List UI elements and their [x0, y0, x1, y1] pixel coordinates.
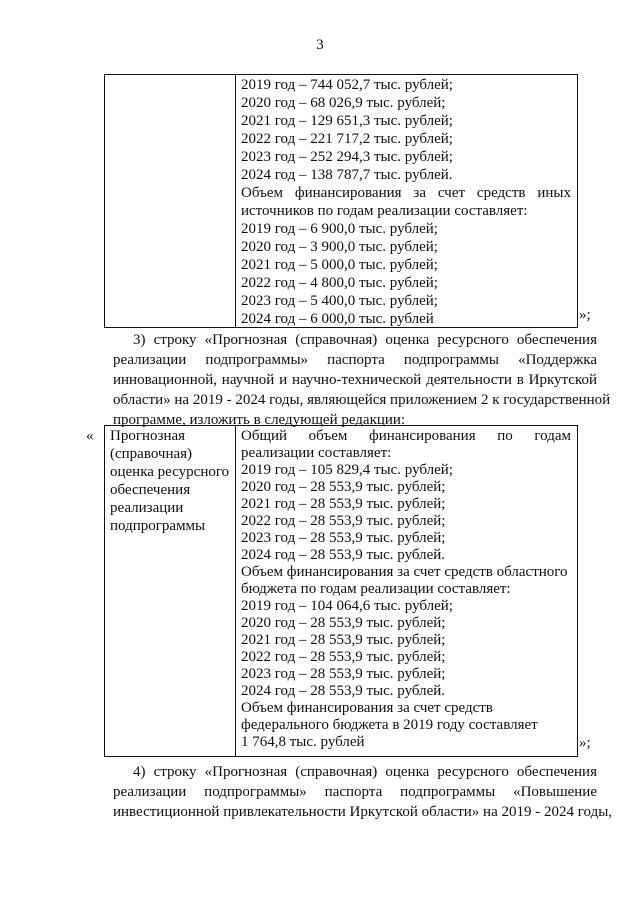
table-line: Объем финансирования за счет средств: [241, 700, 493, 716]
table-line: 2020 год – 28 553,9 тыс. рублей;: [241, 479, 446, 495]
table-line: 2023 год – 5 400,0 тыс. рублей;: [241, 293, 438, 309]
paragraph-line: реализации подпрограммы» паспорта подпрограммы «Поддержка: [113, 352, 597, 368]
paragraph-line: 3) строку «Прогнозная (справочная) оценка ресурсного обеспечения: [133, 332, 597, 348]
table-line: 2022 год – 28 553,9 тыс. рублей;: [241, 649, 446, 665]
page-number: 3: [316, 37, 324, 53]
table-line: 2024 год – 28 553,9 тыс. рублей.: [241, 547, 446, 563]
table-line: 2023 год – 28 553,9 тыс. рублей;: [241, 530, 446, 546]
row-label-line: Прогнозная: [110, 428, 186, 444]
paragraph-line: инвестиционной привлекательности Иркутской области» на 2019 - 2024 годы,: [113, 804, 613, 820]
table-line: Объем финансирования за счет средств областного: [241, 564, 568, 580]
row-label-line: оценка ресурсного: [110, 464, 230, 480]
table-line: Общий объем финансирования по годам: [241, 428, 571, 444]
row-label-line: обеспечения: [110, 482, 191, 498]
table-line: 2024 год – 138 787,7 тыс. рублей.: [241, 167, 453, 183]
table-line: 1 764,8 тыс. рублей: [241, 734, 365, 750]
paragraph-line: 4) строку «Прогнозная (справочная) оценка ресурсного обеспечения: [133, 764, 597, 780]
table-line: 2019 год – 105 829,4 тыс. рублей;: [241, 462, 453, 478]
paragraph-line: реализации подпрограммы» паспорта подпрограммы «Повышение: [113, 784, 597, 800]
table-line: 2019 год – 6 900,0 тыс. рублей;: [241, 221, 438, 237]
table-line: 2019 год – 744 052,7 тыс. рублей;: [241, 77, 453, 93]
row-label-line: подпрограммы: [110, 518, 206, 534]
table-left-cell: [105, 426, 236, 756]
table-line: федерального бюджета в 2019 году составляет: [241, 717, 538, 733]
paragraph-line: инновационной, научной и научно-технической деятельности в Иркутской: [113, 372, 597, 388]
table-line: реализации составляет:: [241, 445, 392, 461]
opening-quote-mark: «: [86, 428, 94, 444]
closing-quote-mark: »;: [579, 307, 591, 323]
table-line: 2023 год – 252 294,3 тыс. рублей;: [241, 149, 453, 165]
table-line: 2021 год – 28 553,9 тыс. рублей;: [241, 632, 446, 648]
table-left-cell: [105, 75, 236, 327]
table-line: 2020 год – 28 553,9 тыс. рублей;: [241, 615, 446, 631]
resource-estimate-table: [104, 425, 578, 757]
table-line: источников по годам реализации составляет:: [241, 203, 528, 219]
table-right-cell: [236, 426, 577, 756]
table-right-cell: [236, 75, 577, 327]
row-label-line: реализации: [110, 500, 184, 516]
table-line: 2020 год – 68 026,9 тыс. рублей;: [241, 95, 446, 111]
table-line: 2021 год – 5 000,0 тыс. рублей;: [241, 257, 438, 273]
table-line: 2021 год – 28 553,9 тыс. рублей;: [241, 496, 446, 512]
table-line: 2022 год – 4 800,0 тыс. рублей;: [241, 275, 438, 291]
table-line: 2022 год – 221 717,2 тыс. рублей;: [241, 131, 453, 147]
table-line: 2023 год – 28 553,9 тыс. рублей;: [241, 666, 446, 682]
paragraph-line: программе, изложить в следующей редакции:: [113, 412, 406, 428]
table-line: 2021 год – 129 651,3 тыс. рублей;: [241, 113, 453, 129]
table-line: 2019 год – 104 064,6 тыс. рублей;: [241, 598, 453, 614]
table-line: бюджета по годам реализации составляет:: [241, 581, 511, 597]
paragraph-line: области» на 2019 - 2024 годы, являющейся приложением 2 к государственной: [113, 392, 611, 408]
table-line: Объем финансирования за счет средств иных: [241, 185, 571, 201]
table-line: 2024 год – 28 553,9 тыс. рублей.: [241, 683, 446, 699]
row-label-line: (справочная): [110, 446, 193, 462]
table-line: 2020 год – 3 900,0 тыс. рублей;: [241, 239, 438, 255]
funding-table-continued: [104, 74, 578, 328]
table-line: 2022 год – 28 553,9 тыс. рублей;: [241, 513, 446, 529]
closing-quote-mark: »;: [579, 735, 591, 751]
table-line: 2024 год – 6 000,0 тыс. рублей: [241, 311, 434, 327]
